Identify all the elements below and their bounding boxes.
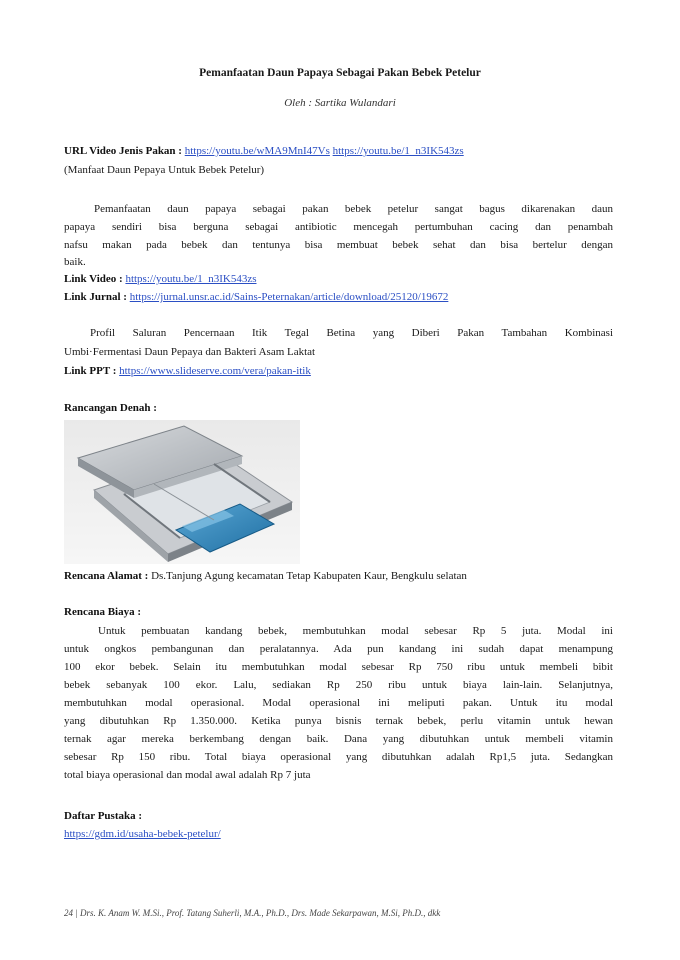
cost-line-8: sebesar Rp 150 ribu. Total biaya operasional yang dibutuhkan adalah Rp1,5 juta. Sedangkan — [64, 751, 613, 763]
video-link-1[interactable]: https://youtu.be/wMA9MnI47Vs — [184, 145, 330, 157]
address-value: Ds.Tanjung Agung kecamatan Tetap Kabupaten Kaur, Bengkulu selatan — [151, 570, 467, 582]
link-video-line — [64, 273, 257, 285]
design-heading-text: Rancangan Denah : — [64, 402, 157, 414]
bibliography-link[interactable]: https://gdm.id/usaha-bebek-petelur/ — [64, 828, 221, 840]
video-url-line — [64, 145, 464, 157]
cost-line-7: ternak agar mereka berkembang dengan baik. Dana yang dibutuhkan untuk membeli vitamin — [64, 733, 613, 745]
link-video-url[interactable]: https://youtu.be/1_n3IK543zs — [125, 273, 257, 285]
cost-line-6: yang dibutuhkan Rp 1.350.000. Ketika punya bisnis ternak bebek, perlu vitamin untuk hewan — [64, 715, 613, 727]
link-ppt-line — [64, 365, 311, 377]
video-url-label: URL Video Jenis Pakan : — [64, 145, 182, 157]
intro-line-1: Pemanfaatan daun papaya sebagai pakan bebek petelur sangat bagus dikarenakan daun — [94, 203, 613, 215]
address-line — [64, 570, 467, 582]
cost-line-1: Untuk pembuatan kandang bebek, membutuhkan modal sebesar Rp 5 juta. Modal ini — [98, 625, 613, 637]
link-journal-line — [64, 291, 448, 303]
bibliography-item — [64, 828, 221, 840]
bibliography-heading-text: Daftar Pustaka : — [64, 810, 143, 822]
cost-heading-text: Rencana Biaya : — [64, 606, 141, 618]
floor-plan-image — [64, 420, 300, 564]
video-caption: (Manfaat Daun Pepaya Untuk Bebek Petelur) — [64, 164, 265, 176]
link-journal-url[interactable]: https://jurnal.unsr.ac.id/Sains-Peternakan/article/download/25120/19672 — [129, 291, 449, 303]
cost-heading — [64, 606, 141, 618]
document-author: Oleh : Sartika Wulandari — [284, 97, 396, 109]
link-journal-label: Link Jurnal : — [64, 291, 127, 303]
cost-line-9: total biaya operasional dan modal awal adalah Rp 7 juta — [64, 769, 311, 781]
link-ppt-url[interactable]: https://www.slideserve.com/vera/pakan-itik — [119, 365, 311, 377]
design-heading — [64, 402, 157, 414]
document-title: Pemanfaatan Daun Papaya Sebagai Pakan Bebek Petelur — [199, 67, 481, 79]
cost-line-3: 100 ekor bebek. Selain itu membutuhkan modal sebesar Rp 750 ribu untuk membeli bibit — [64, 661, 613, 673]
journal-profile-line-1: Profil Saluran Pencernaan Itik Tegal Betina yang Diberi Pakan Tambahan Kombinasi — [90, 327, 613, 339]
video-link-2[interactable]: https://youtu.be/1_n3IK543zs — [332, 145, 464, 157]
address-label: Rencana Alamat : — [64, 570, 149, 582]
link-ppt-label: Link PPT : — [64, 365, 117, 377]
cost-line-5: membutuhkan modal operasional. Modal operasional ini meliputi pakan. Untuk itu modal — [64, 697, 613, 709]
intro-line-2: papaya sendiri bisa berguna sebagai antibiotic mencegah pertumbuhan cacing dan penambah — [64, 221, 613, 233]
bibliography-heading — [64, 810, 142, 822]
link-video-label: Link Video : — [64, 273, 123, 285]
cost-line-2: untuk ongkos pembangunan dan peralatannya. Ada pun kandang ini sudah dapat menampung — [64, 643, 613, 655]
intro-line-3: nafsu makan pada bebek dan tentunya bisa membuat bebek sehat dan bisa bertelur dengan — [64, 239, 613, 251]
page-footer: 24 | Drs. K. Anam W. M.Si., Prof. Tatang Suherli, M.A., Ph.D., Drs. Made Sekarpawan, M.Si, Ph.D., dkk — [64, 908, 441, 918]
journal-profile-line-2: Umbi·Fermentasi Daun Pepaya dan Bakteri Asam Laktat — [64, 346, 316, 358]
cost-line-4: bebek sebanyak 100 ekor. Lalu, sediakan Rp 250 ribu untuk biaya lain-lain. Selanjutnya, — [64, 679, 613, 691]
intro-line-4: baik. — [64, 256, 86, 268]
duck-pen-illustration — [64, 420, 300, 564]
